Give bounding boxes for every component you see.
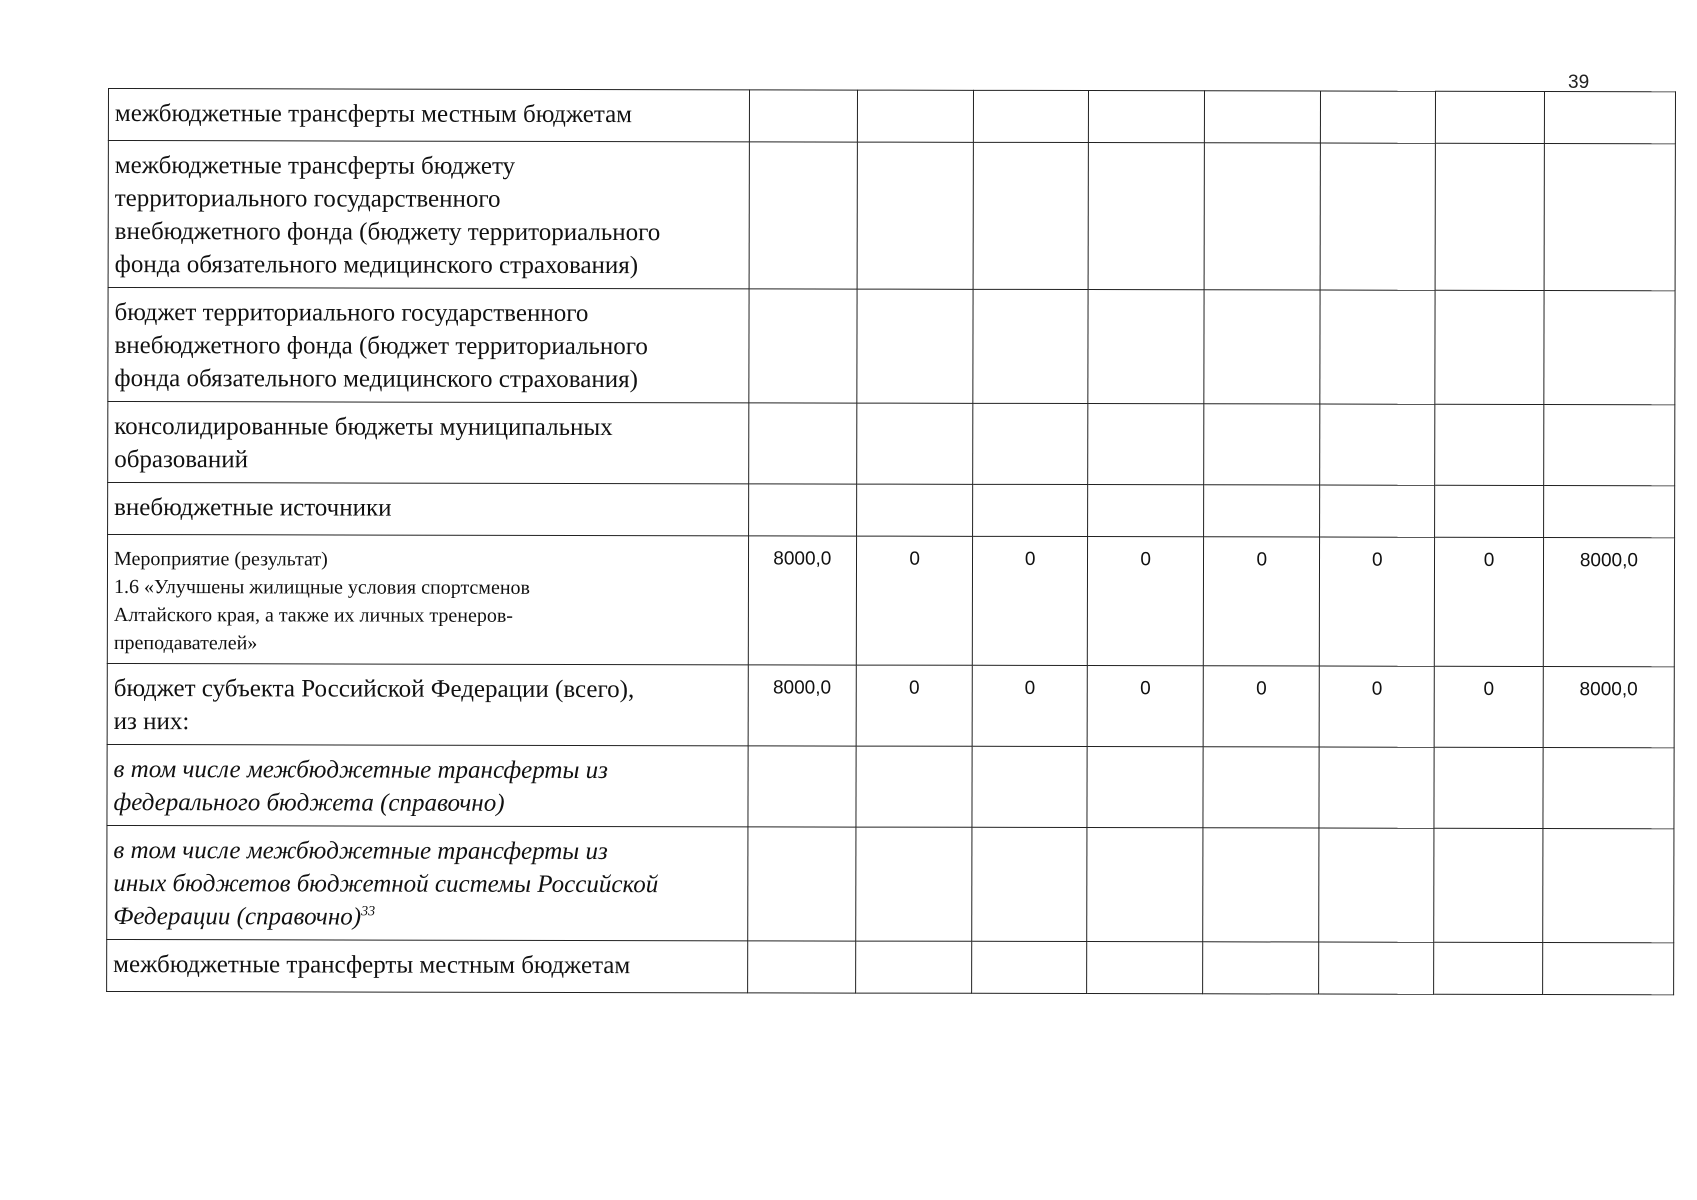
value-cell bbox=[1319, 942, 1434, 994]
table-row bbox=[108, 402, 1675, 486]
row-label-cell bbox=[108, 483, 749, 536]
table-row bbox=[107, 535, 1674, 667]
row-label-text: Мероприятие (результат) bbox=[113, 548, 328, 571]
value-cell bbox=[856, 827, 972, 941]
value-cell bbox=[1435, 143, 1544, 290]
value-cell bbox=[1435, 290, 1544, 404]
value-cell bbox=[1088, 290, 1204, 404]
value-cell bbox=[748, 746, 857, 827]
row-label-line bbox=[114, 296, 742, 330]
value-cell bbox=[1320, 143, 1435, 290]
value-cell: 8000,0 bbox=[748, 536, 857, 665]
value-cell: 0 bbox=[1087, 537, 1203, 666]
value-cell: 0 bbox=[1203, 537, 1319, 666]
row-label-cell bbox=[107, 663, 748, 745]
value-cell bbox=[857, 142, 973, 289]
row-label-line bbox=[114, 443, 742, 477]
row-label-line bbox=[113, 834, 741, 868]
row-label-line bbox=[114, 329, 742, 363]
value-cell bbox=[1320, 485, 1435, 537]
value-cell bbox=[1087, 828, 1203, 942]
value-cell bbox=[749, 90, 858, 142]
row-label-line bbox=[115, 182, 743, 216]
row-label-text: в том числе межбюджетные трансферты из bbox=[113, 837, 608, 866]
value-cell: 0 bbox=[1434, 666, 1543, 747]
value-cell bbox=[1088, 143, 1204, 290]
table-row bbox=[108, 288, 1675, 405]
value-cell bbox=[1543, 486, 1674, 538]
row-label-line bbox=[113, 786, 741, 820]
footnote-mark: 33 bbox=[361, 904, 376, 920]
value-cell bbox=[1434, 747, 1543, 828]
value-cell bbox=[1434, 942, 1543, 994]
value-cell bbox=[1320, 404, 1435, 485]
row-label-line bbox=[113, 867, 741, 901]
value-cell bbox=[1435, 404, 1544, 485]
value-cell: 8000,0 bbox=[748, 665, 857, 746]
row-label-text: внебюджетные источники bbox=[114, 494, 392, 522]
value-cell bbox=[748, 289, 857, 403]
row-label-line bbox=[113, 948, 741, 982]
page-number: 39 bbox=[1568, 72, 1590, 93]
row-label-text: в том числе межбюджетные трансферты из bbox=[113, 756, 608, 785]
value-cell bbox=[1542, 943, 1673, 995]
value-cell bbox=[1204, 485, 1320, 537]
row-label-line bbox=[114, 545, 742, 574]
value-cell: 0 bbox=[1435, 537, 1544, 666]
row-label-text: межбюджетные трансферты бюджету bbox=[114, 152, 516, 180]
value-cell bbox=[748, 484, 857, 536]
value-cell: 0 bbox=[856, 536, 972, 665]
row-label-cell bbox=[108, 141, 749, 289]
value-cell bbox=[857, 403, 973, 484]
value-cell bbox=[1319, 747, 1434, 828]
row-label-text: консолидированные бюджеты муниципальных bbox=[114, 413, 613, 442]
row-label-line bbox=[114, 491, 742, 525]
value-cell: 0 bbox=[972, 536, 1087, 665]
value-cell bbox=[747, 827, 856, 941]
value-cell: 8000,0 bbox=[1543, 538, 1674, 667]
budget-table bbox=[106, 88, 1676, 995]
row-label-text: Алтайского края, а также их личных тренеров- bbox=[113, 604, 514, 627]
row-label-text: бюджет территориального государственного bbox=[114, 299, 589, 328]
value-cell bbox=[1320, 290, 1435, 404]
row-label-text: фонда обязательного медицинского страхования) bbox=[114, 251, 639, 280]
row-label-text: 1.6 «Улучшены жилищные условия спортсменов bbox=[113, 576, 531, 599]
value-cell bbox=[1544, 291, 1675, 405]
value-cell: 0 bbox=[1319, 666, 1434, 747]
row-label-line bbox=[114, 753, 742, 787]
value-cell bbox=[972, 827, 1087, 941]
row-label-text: межбюджетные трансферты местным бюджетам bbox=[113, 951, 631, 980]
value-cell bbox=[972, 746, 1087, 827]
value-cell bbox=[974, 90, 1089, 142]
table-row bbox=[107, 744, 1674, 828]
row-label-line bbox=[114, 672, 742, 706]
row-label-line bbox=[115, 248, 743, 282]
value-cell bbox=[1088, 485, 1204, 537]
value-cell bbox=[1205, 91, 1321, 143]
row-label-line bbox=[114, 705, 742, 739]
value-cell bbox=[973, 142, 1088, 289]
value-cell bbox=[1204, 143, 1320, 290]
value-cell bbox=[1089, 91, 1205, 143]
row-label-text: межбюджетные трансферты местным бюджетам bbox=[114, 100, 633, 129]
row-label-text: внебюджетного фонда (бюджет территориального bbox=[114, 332, 648, 361]
value-cell bbox=[857, 484, 973, 536]
table-row bbox=[107, 939, 1674, 994]
row-label-line bbox=[115, 149, 743, 183]
value-cell bbox=[1319, 828, 1434, 942]
value-cell: 8000,0 bbox=[1543, 667, 1674, 748]
row-label-line bbox=[114, 629, 742, 658]
value-cell bbox=[857, 90, 973, 142]
value-cell bbox=[1435, 485, 1544, 537]
row-label-cell bbox=[108, 402, 749, 484]
value-cell bbox=[748, 403, 857, 484]
value-cell bbox=[1203, 942, 1319, 994]
value-cell bbox=[1544, 92, 1675, 144]
value-cell bbox=[1204, 290, 1320, 404]
value-cell bbox=[973, 289, 1088, 403]
row-label-line bbox=[115, 97, 743, 131]
table-row bbox=[107, 663, 1674, 747]
value-cell bbox=[1204, 404, 1320, 485]
value-cell: 0 bbox=[1320, 537, 1435, 666]
row-label-text: образований bbox=[114, 446, 249, 474]
row-label-text: территориального государственного bbox=[114, 185, 501, 213]
table-row bbox=[108, 483, 1675, 538]
value-cell bbox=[1203, 828, 1319, 942]
table-row bbox=[108, 141, 1675, 291]
value-cell bbox=[1321, 91, 1436, 143]
value-cell bbox=[856, 941, 972, 993]
value-cell: 0 bbox=[856, 665, 972, 746]
row-label-line bbox=[113, 900, 741, 934]
value-cell bbox=[1436, 91, 1545, 143]
row-label-line bbox=[114, 410, 742, 444]
row-label-line bbox=[115, 215, 743, 249]
value-cell bbox=[749, 142, 858, 289]
value-cell bbox=[857, 289, 973, 403]
row-label-cell bbox=[107, 744, 748, 826]
value-cell bbox=[973, 484, 1088, 536]
value-cell bbox=[1544, 144, 1676, 291]
row-label-cell bbox=[107, 939, 748, 992]
value-cell bbox=[1434, 828, 1543, 942]
value-cell bbox=[1087, 747, 1203, 828]
row-label-cell bbox=[108, 288, 749, 403]
value-cell bbox=[972, 941, 1087, 993]
value-cell bbox=[973, 403, 1088, 484]
row-label-text: Федерации (справочно) bbox=[113, 903, 362, 931]
value-cell bbox=[747, 941, 856, 993]
row-label-cell bbox=[107, 825, 748, 940]
row-label-cell bbox=[108, 89, 749, 142]
value-cell bbox=[1543, 748, 1674, 829]
value-cell: 0 bbox=[972, 665, 1087, 746]
row-label-line bbox=[114, 601, 742, 630]
value-cell bbox=[1203, 747, 1319, 828]
row-label-line bbox=[114, 573, 742, 602]
row-label-text: из них: bbox=[113, 708, 190, 736]
table-row bbox=[107, 825, 1674, 942]
value-cell: 0 bbox=[1203, 666, 1319, 747]
row-label-text: иных бюджетов бюджетной системы Российской bbox=[113, 870, 659, 899]
value-cell bbox=[1543, 829, 1674, 943]
row-label-text: преподавателей» bbox=[113, 632, 258, 655]
row-label-text: фонда обязательного медицинского страхования) bbox=[114, 365, 638, 394]
row-label-cell bbox=[107, 535, 748, 665]
value-cell: 0 bbox=[1087, 666, 1203, 747]
row-label-text: федерального бюджета (справочно) bbox=[113, 789, 505, 817]
value-cell bbox=[856, 746, 972, 827]
row-label-text: бюджет субъекта Российской Федерации (всего), bbox=[113, 675, 635, 704]
value-cell bbox=[1088, 404, 1204, 485]
value-cell bbox=[1543, 405, 1674, 486]
row-label-text: внебюджетного фонда (бюджету территориального bbox=[114, 218, 661, 247]
value-cell bbox=[1087, 942, 1203, 994]
table-row bbox=[108, 89, 1675, 144]
row-label-line bbox=[114, 362, 742, 396]
